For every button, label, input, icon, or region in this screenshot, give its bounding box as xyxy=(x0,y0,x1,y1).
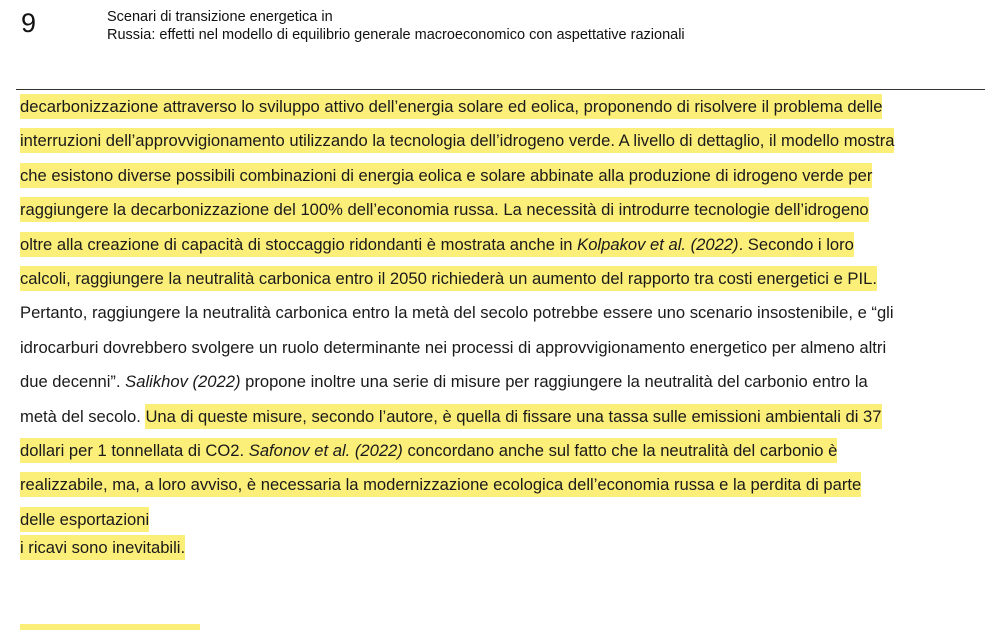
highlight-span: Una di queste misure, secondo l’autore, è quella di fissare una tassa sulle emissioni ambientali di 37 xyxy=(145,404,881,429)
highlight-span: realizzabile, ma, a loro avviso, è necessaria la modernizzazione ecologica dell’economia russa e la perdita di parte xyxy=(20,472,861,497)
citation-salikhov: Salikhov (2022) xyxy=(125,372,241,392)
text-segment: . Secondo i loro xyxy=(738,234,854,254)
highlight-span: calcoli, raggiungere la neutralità carbonica entro il 2050 richiederà un aumento del rapporto tra costi energetici e PIL. xyxy=(20,266,877,291)
highlight-span: interruzioni dell’approvvigionamento utilizzando la tecnologia dell’idrogeno verde. A livello di dettaglio, il modello mostra xyxy=(20,128,894,153)
page-number: 9 xyxy=(21,8,37,38)
text-line-13 xyxy=(20,503,985,537)
highlight-span: delle esportazioni xyxy=(20,507,149,532)
text-line-12 xyxy=(20,468,985,502)
text-line-14 xyxy=(20,533,985,563)
body-paragraph xyxy=(20,90,985,563)
highlight-span: i ricavi sono inevitabili. xyxy=(20,535,185,560)
highlight-stub xyxy=(20,624,200,630)
text-segment: metà del secolo. xyxy=(20,406,146,426)
text-segment: Pertanto, raggiungere la neutralità carbonica entro la metà del secolo potrebbe essere uno scenario insostenibile, e “gli xyxy=(20,303,894,323)
citation-kolpakov: Kolpakov et al. (2022) xyxy=(577,234,739,254)
text-segment: idrocarburi dovrebbero svolgere un ruolo determinante nei processi di approvvigionamento energetico per almeno altri xyxy=(20,337,887,357)
text-line-9 xyxy=(20,365,985,399)
text-line-5 xyxy=(20,228,985,262)
text-line-6 xyxy=(20,262,985,296)
text-segment: due decenni”. xyxy=(20,372,126,392)
text-line-2 xyxy=(20,124,985,158)
highlight-span: che esistono diverse possibili combinazioni di energia eolica e solare abbinate alla produzione di idrogeno verde per xyxy=(20,163,872,188)
highlight-span: decarbonizzazione attraverso lo sviluppo attivo dell’energia solare ed eolica, proponendo di risolvere il problema delle xyxy=(20,94,882,119)
text-line-7 xyxy=(20,296,985,330)
text-line-3 xyxy=(20,159,985,193)
text-line-1 xyxy=(20,90,985,124)
highlight-span xyxy=(20,438,837,463)
header-title-line-1: Scenari di transizione energetica in xyxy=(107,9,333,25)
text-segment: oltre alla creazione di capacità di stoccaggio ridondanti è mostrata anche in xyxy=(20,234,578,254)
text-line-11 xyxy=(20,434,985,468)
text-segment: dollari per 1 tonnellata di CO2. xyxy=(20,440,249,460)
citation-safonov: Safonov et al. (2022) xyxy=(248,440,403,460)
highlight-span xyxy=(20,232,854,257)
text-segment: propone inoltre una serie di misure per raggiungere la neutralità del carbonio entro la xyxy=(240,372,868,392)
text-line-4 xyxy=(20,193,985,227)
text-segment: concordano anche sul fatto che la neutralità del carbonio è xyxy=(402,440,838,460)
running-header xyxy=(107,8,685,44)
text-line-10 xyxy=(20,400,985,434)
highlight-span: raggiungere la decarbonizzazione del 100% dell’economia russa. La necessità di introdurre tecnologie dell’idrogeno xyxy=(20,197,869,222)
text-line-8 xyxy=(20,331,985,365)
header-title-line-2: Russia: effetti nel modello di equilibrio generale macroeconomico con aspettative razionali xyxy=(107,27,685,43)
